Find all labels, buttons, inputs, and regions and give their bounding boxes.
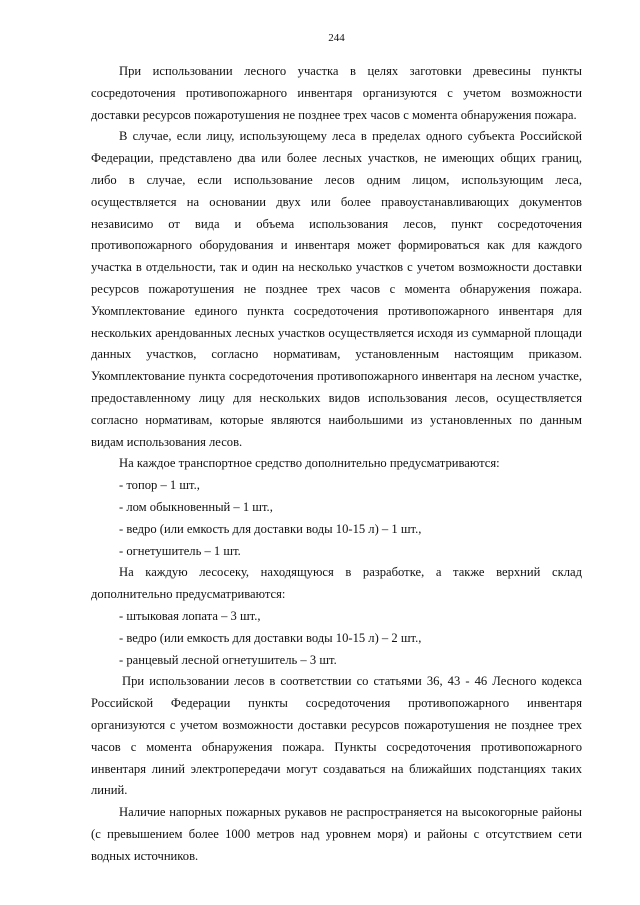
paragraph-fire-hoses: Наличие напорных пожарных рукавов не распространяется на высокогорные районы (с превышением более 1000 метров над уровнем моря) и районы с отсутствием сети водных источников. — [91, 805, 582, 863]
paragraph-timber-harvesting: При использовании лесного участка в целях заготовки древесины пункты сосредоточения противопожарного инвентаря организуются с учетом возможности доставки ресурсов пожаротушения не позднее трех часов с момента обнаружения пожара. — [91, 64, 582, 122]
paragraph-multiple-plots: В случае, если лицу, использующему леса в пределах одного субъекта Российской Федерации, представлено два или более лесных участков, не имеющих общих границ, либо в случае, если использование лесов одним лицом, использующим леса, осуществляется на основании двух или более правоустанавливающих документов независимо от вида и объема использования лесов, пункт сосредоточения противопожарного оборудования и инвентаря может формироваться как для каждого участка в отдельности, так и один на несколько участков с учетом возможности доставки ресурсов пожаротушения не позднее трех часов с момента обнаружения пожара. Укомплектование единого пункта сосредоточения противопожарного инвентаря для нескольких арендованных лесных участков осуществляется исходя из суммарной площади данных участков, согласно нормативам, установленным настоящим приказом. Укомплектование пункта сосредоточения противопожарного инвентаря на лесном участке, предоставленному лицу для нескольких видов использования лесов, осуществляется согласно нормативам, которые являются наибольшими из установленных по данным видам использования лесов. — [91, 129, 582, 449]
list-item: - ведро (или емкость для доставки воды 10-15 л) – 1 шт., — [119, 521, 422, 536]
list-item: - штыковая лопата – 3 шт., — [119, 608, 261, 623]
page-number: 244 — [328, 32, 345, 44]
paragraph-cutting-area-intro: На каждую лесосеку, находящуюся в разработке, а также верхний склад дополнительно предусматриваются: — [91, 565, 582, 602]
cutting-area-equipment-list — [91, 606, 582, 671]
paragraph-forest-code-articles: При использовании лесов в соответствии со статьями 36, 43 - 46 Лесного кодекса Российской Федерации пункты сосредоточения противопожарного инвентаря организуются с учетом возможности доставки ресурсов пожаротушения не позднее трех часов с момента обнаружения пожара. Пункты сосредоточения противопожарного инвентаря линий электропередачи могут создаваться на ближайших подстанциях таких линий. — [91, 674, 582, 798]
vehicle-equipment-list — [91, 475, 582, 562]
list-item: - ведро (или емкость для доставки воды 10-15 л) – 2 шт., — [119, 630, 422, 645]
list-item: - лом обыкновенный – 1 шт., — [119, 499, 273, 514]
list-item: - ранцевый лесной огнетушитель – 3 шт. — [119, 652, 337, 667]
paragraph-vehicle-intro: На каждое транспортное средство дополнительно предусматриваются: — [119, 456, 500, 471]
list-item: - огнетушитель – 1 шт. — [119, 543, 241, 558]
list-item: - топор – 1 шт., — [119, 478, 200, 493]
